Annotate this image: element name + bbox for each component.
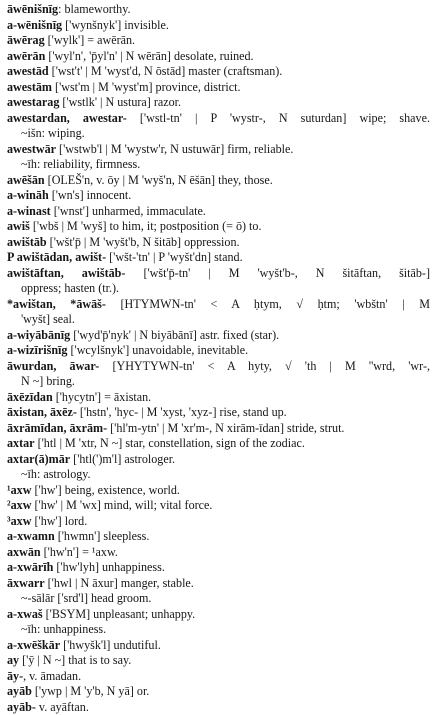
entry-text: ['ȳ | N ~] that is to say.	[19, 653, 131, 667]
entry-headword: awiš	[7, 219, 30, 233]
entry-headword: ayāb-	[7, 700, 36, 714]
entry-text: ['hwl | N āxur] manger, stable.	[45, 576, 194, 590]
entry-line	[7, 622, 430, 638]
entry-line	[7, 95, 430, 111]
entry-text: ['BSYM] unpleasant; unhappy.	[43, 607, 196, 621]
entry-text: ['wcylšnyk'] unavoidable, inevitable.	[67, 343, 248, 357]
entry-text: ['wstl-tn' | P 'wystr-, N suturdan] wipe; shave.	[127, 111, 430, 125]
entry-text: ['wbš | M 'wyš] to him, it; postposition (= ō) to.	[30, 219, 262, 233]
entry-line	[7, 312, 430, 328]
entry-headword: awestarag	[7, 95, 59, 109]
entry-line	[7, 653, 430, 669]
entry-text: N ~] bring.	[21, 374, 75, 388]
entry-headword: ¹axw	[7, 483, 31, 497]
entry-text: [HTYMWN-tn' < A ḥtym, √ ḥtm; 'wbštn' | M	[106, 297, 430, 311]
entry-text: v. ayāftan.	[36, 700, 89, 714]
entry-text: : blameworthy.	[58, 2, 130, 16]
entry-text: ~išn: wiping.	[21, 126, 85, 140]
entry-text: ['wst'm | M 'wyst'm] province, district.	[52, 80, 241, 94]
entry-line	[7, 467, 430, 483]
entry-headword: awestām	[7, 80, 52, 94]
entry-headword: axtar	[7, 436, 35, 450]
entry-line	[7, 250, 430, 266]
entry-text: , v. āmadan.	[23, 669, 81, 683]
entry-text: ['ywp | M 'y'b, N yā] or.	[32, 684, 149, 698]
entry-headword: axtar(ā)mār	[7, 452, 70, 466]
entry-headword: āy-	[7, 669, 23, 683]
entry-line	[7, 390, 430, 406]
entry-headword: āxēzīdan	[7, 390, 53, 404]
entry-headword: āwēnišnīg	[7, 2, 58, 16]
entry-headword: a-wizīrišnīg	[7, 343, 67, 357]
entry-line	[7, 669, 430, 685]
entry-line	[7, 483, 430, 499]
entry-text: ['hw'] lord.	[31, 514, 87, 528]
entry-headword: āxistan, āxēz-	[7, 405, 77, 419]
entry-text: ['htl | M 'xtr, N ~] star, constellation, sign of the zodiac.	[35, 436, 305, 450]
entry-text: ['wstwb'l | M 'wystw'r, N ustuwār] firm, reliable.	[56, 142, 293, 156]
entry-line	[7, 80, 430, 96]
entry-line	[7, 359, 430, 375]
entry-line	[7, 452, 430, 468]
entry-text: ['hstn', 'hyc- | M 'xyst, 'xyz-] rise, stand up.	[77, 405, 287, 419]
entry-headword: āxwarr	[7, 576, 45, 590]
entry-headword: a-wināh	[7, 188, 49, 202]
entry-headword: awestardan, awestar-	[7, 111, 127, 125]
entry-text: ['wn's] innocent.	[49, 188, 132, 202]
entry-headword: a-xwaš	[7, 607, 43, 621]
entry-line	[7, 64, 430, 80]
entry-text: ['htl(')m'l] astrologer.	[70, 452, 175, 466]
entry-text: ~īh: astrology.	[21, 467, 91, 481]
entry-line	[7, 343, 430, 359]
entry-line	[7, 173, 430, 189]
entry-line	[7, 18, 430, 34]
entry-line	[7, 328, 430, 344]
entry-text: ~īh: reliability, firmness.	[21, 157, 140, 171]
entry-line	[7, 638, 430, 654]
entry-headword: a-winast	[7, 204, 51, 218]
entry-headword: *awištan, *āwāš-	[7, 297, 106, 311]
entry-text: ['wšt'p̄-tn' | M 'wyšt'b-, N šitāftan, šitāb-]	[125, 266, 430, 280]
entry-headword: awištāb	[7, 235, 47, 249]
entry-text: ['wšt-'tn' | P 'wyšt'dn] stand.	[106, 250, 243, 264]
entry-headword: awēšān	[7, 173, 45, 187]
entry-text: ['hwmn'] sleepless.	[55, 529, 150, 543]
entry-line	[7, 142, 430, 158]
entry-line	[7, 576, 430, 592]
entry-text: ~-sālār ['srd'l] head groom.	[21, 591, 151, 605]
entry-line	[7, 235, 430, 251]
entry-line	[7, 126, 430, 142]
entry-line	[7, 529, 430, 545]
entry-text: ['wyl'n', 'p̄yl'n' | N wērān] desolate, ruined.	[45, 49, 253, 63]
entry-headword: a-xwēškār	[7, 638, 60, 652]
entry-headword: āxrāmīdan, āxrām-	[7, 421, 107, 435]
entry-text: ['wstlk' | N ustura] razor.	[59, 95, 181, 109]
entry-text: ['hw'n'] = ¹axw.	[41, 545, 118, 559]
entry-line	[7, 374, 430, 390]
entry-line	[7, 219, 430, 235]
entry-line	[7, 684, 430, 700]
entry-line	[7, 33, 430, 49]
entry-headword: āwērag	[7, 33, 45, 47]
entry-line	[7, 157, 430, 173]
entry-line	[7, 514, 430, 530]
entry-line	[7, 700, 430, 715]
entry-headword: awestād	[7, 64, 49, 78]
entry-text: [OLEŠ'n, v. ōy | M 'wyš'n, N ēšān] they, those.	[45, 173, 273, 187]
entry-headword: ayāb	[7, 684, 32, 698]
entry-text: ['wynšnyk'] invisible.	[62, 18, 169, 32]
entry-headword: awištāftan, awištāb-	[7, 266, 125, 280]
entry-line	[7, 405, 430, 421]
entry-line	[7, 297, 430, 313]
entry-line	[7, 498, 430, 514]
entry-line	[7, 111, 430, 127]
entry-text: ['hw' | M 'wx] mind, will; vital force.	[31, 498, 212, 512]
entry-line	[7, 2, 430, 18]
entry-line	[7, 49, 430, 65]
entry-line	[7, 266, 430, 282]
entry-text: ['wnst'] unharmed, immaculate.	[51, 204, 206, 218]
entry-text: ['hw'] being, existence, world.	[31, 483, 179, 497]
entry-line	[7, 421, 430, 437]
entry-headword: a-wēnišnīg	[7, 18, 62, 32]
entry-line	[7, 188, 430, 204]
entry-line	[7, 436, 430, 452]
entry-text: ['hw'lyh] unhappiness.	[53, 560, 165, 574]
entry-headword: P awištādan, awišt-	[7, 250, 106, 264]
entry-text: ['wst't' | M 'wyst'd, N ōstād] master (craftsman).	[49, 64, 283, 78]
entry-line	[7, 591, 430, 607]
entry-text: oppress; hasten (tr.).	[21, 281, 119, 295]
entry-line	[7, 281, 430, 297]
entry-text: ['wyd'p̄'nyk' | N biyābānī] astr. fixed (star).	[70, 328, 279, 342]
entry-text: ['wšt'p̄ | M 'wyšt'b, N šitāb] oppression.	[47, 235, 240, 249]
entry-headword: a-wiyābānīg	[7, 328, 70, 342]
entry-line	[7, 204, 430, 220]
entry-text: ['hycytn'] = āxistan.	[53, 390, 152, 404]
entry-headword: a-xwārīh	[7, 560, 53, 574]
entry-headword: a-xwamn	[7, 529, 55, 543]
entry-headword: awestwār	[7, 142, 56, 156]
entry-headword: awērān	[7, 49, 45, 63]
entry-text: ['wylk'] = awērān.	[45, 33, 135, 47]
entry-line	[7, 560, 430, 576]
entry-headword: ³axw	[7, 514, 31, 528]
entry-text: ['hl'm-ytn' | M 'xr'm-, N xirām-īdan] stride, strut.	[107, 421, 344, 435]
entry-text: ['hwyšk'l] undutiful.	[60, 638, 161, 652]
entry-headword: ²axw	[7, 498, 31, 512]
entry-headword: ay	[7, 653, 19, 667]
entry-headword: axwān	[7, 545, 41, 559]
entry-text: ~īh: unhappiness.	[21, 622, 106, 636]
entry-text: [YHYTYWN-tn' < A hyty, √ 'th | M ''wrd, 'wr-,	[99, 359, 430, 373]
entry-headword: āwurdan, āwar-	[7, 359, 99, 373]
entry-text: 'wyšt] seal.	[21, 312, 75, 326]
entry-line	[7, 545, 430, 561]
entry-line	[7, 607, 430, 623]
